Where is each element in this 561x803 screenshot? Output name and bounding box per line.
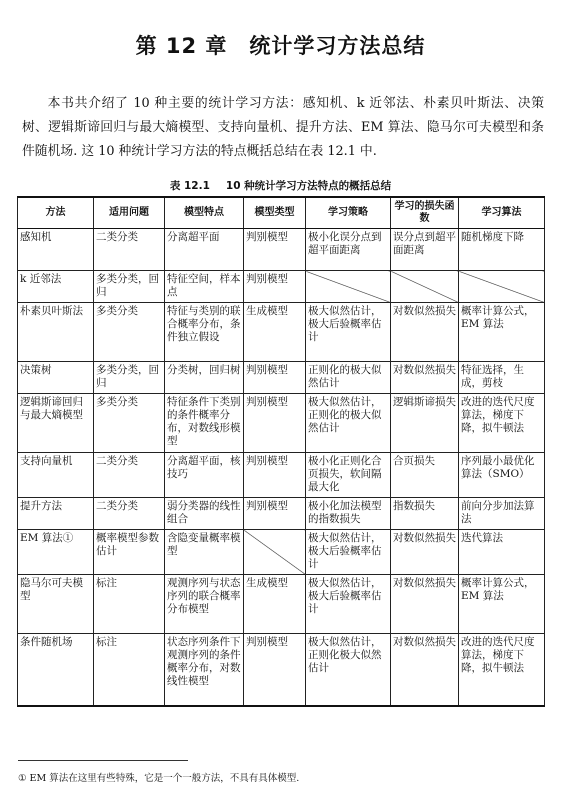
table-cell: 前向分步加法算法	[459, 498, 545, 530]
table-cell: 逻辑斯谛回归与最大熵模型	[18, 394, 94, 453]
table-cell: 分离超平面，核技巧	[165, 453, 244, 498]
table-cell: 多类分类	[94, 303, 165, 362]
table-row	[18, 303, 545, 362]
header-cell: 模型特点	[165, 197, 244, 229]
table-cell: 对数似然损失	[391, 634, 459, 706]
table-cell: 生成模型	[244, 575, 306, 634]
table-cell: k 近邻法	[18, 271, 94, 303]
table-cell: 二类分类	[94, 498, 165, 530]
table-cell: 决策树	[18, 362, 94, 394]
table-cell: 多类分类	[94, 394, 165, 453]
table-cell: 感知机	[18, 229, 94, 271]
table-cell	[459, 271, 545, 303]
table-row	[18, 453, 545, 498]
table-caption	[0, 178, 561, 193]
table-cell: 标注	[94, 575, 165, 634]
table-cell: 正则化的极大似然估计	[306, 362, 391, 394]
table-cell: 特征条件下类别的条件概率分布，对数线形模型	[165, 394, 244, 453]
table-row	[18, 271, 545, 303]
table-cell: 极小化加法模型的指数损失	[306, 498, 391, 530]
table-cell: 条件随机场	[18, 634, 94, 706]
header-cell: 学习策略	[306, 197, 391, 229]
table-number: 表 12.1	[169, 180, 210, 192]
table-cell: 极大似然估计，极大后验概率估计	[306, 303, 391, 362]
table-cell: 极大似然估计，极大后验概率估计	[306, 530, 391, 575]
table-row	[18, 229, 545, 271]
table-cell: 概率计算公式，EM 算法	[459, 303, 545, 362]
table-cell: 判别模型	[244, 271, 306, 303]
table-cell: 多类分类，回归	[94, 271, 165, 303]
table-cell: 对数似然损失	[391, 303, 459, 362]
chapter-title: 第 12 章 统计学习方法总结	[135, 34, 426, 58]
table-cell: 特征空间，样本点	[165, 271, 244, 303]
table-header-row	[18, 197, 545, 229]
table-cell: 二类分类	[94, 229, 165, 271]
table-cell: 多类分类，回归	[94, 362, 165, 394]
table-cell: 判别模型	[244, 229, 306, 271]
table-cell: 判别模型	[244, 394, 306, 453]
table-cell: 生成模型	[244, 303, 306, 362]
table-cell: 随机梯度下降	[459, 229, 545, 271]
table-cell: 合页损失	[391, 453, 459, 498]
table-cell: 极大似然估计，极大后验概率估计	[306, 575, 391, 634]
table-cell: 隐马尔可夫模型	[18, 575, 94, 634]
table-row	[18, 394, 545, 453]
header-cell: 方法	[18, 197, 94, 229]
header-cell: 模型类型	[244, 197, 306, 229]
table-row	[18, 362, 545, 394]
table-cell: 分离超平面	[165, 229, 244, 271]
table-cell: 对数似然损失	[391, 530, 459, 575]
table-cell: 改进的迭代尺度算法，梯度下降，拟牛顿法	[459, 394, 545, 453]
table-cell: 判别模型	[244, 362, 306, 394]
table-cell: 极大似然估计，正则化的极大似然估计	[306, 394, 391, 453]
table-cell: 序列最小最优化算法（SMO）	[459, 453, 545, 498]
table-cell: 观测序列与状态序列的联合概率分布模型	[165, 575, 244, 634]
table-cell: 对数似然损失	[391, 575, 459, 634]
table-row	[18, 530, 545, 575]
table-caption-text: 10 种统计学习方法特点的概括总结	[225, 180, 392, 192]
table-cell	[391, 271, 459, 303]
table-row	[18, 575, 545, 634]
table-cell	[306, 271, 391, 303]
table-cell	[244, 530, 306, 575]
table-cell: 标注	[94, 634, 165, 706]
table-cell: 支持向量机	[18, 453, 94, 498]
header-cell: 学习算法	[459, 197, 545, 229]
table-cell: 逻辑斯谛损失	[391, 394, 459, 453]
table-cell: 含隐变量概率模型	[165, 530, 244, 575]
table-cell: 迭代算法	[459, 530, 545, 575]
table-row	[18, 634, 545, 706]
table-cell: 判别模型	[244, 453, 306, 498]
table-cell: 概率计算公式，EM 算法	[459, 575, 545, 634]
header-cell: 适用问题	[94, 197, 165, 229]
table-cell: 弱分类器的线性组合	[165, 498, 244, 530]
table-cell: 指数损失	[391, 498, 459, 530]
table-cell: 特征与类别的联合概率分布，条件独立假设	[165, 303, 244, 362]
table-cell: 误分点到超平面距离	[391, 229, 459, 271]
table-cell: 特征选择，生成，剪枝	[459, 362, 545, 394]
table-cell: 二类分类	[94, 453, 165, 498]
table-cell: 提升方法	[18, 498, 94, 530]
table-row	[18, 498, 545, 530]
table-cell: 改进的迭代尺度算法，梯度下降，拟牛顿法	[459, 634, 545, 706]
table-cell: 极小化正则化合页损失，软间隔最大化	[306, 453, 391, 498]
table-cell: 朴素贝叶斯法	[18, 303, 94, 362]
table-cell: EM 算法①	[18, 530, 94, 575]
table-cell: 判别模型	[244, 498, 306, 530]
table-cell: 状态序列条件下观测序列的条件概率分布，对数线性模型	[165, 634, 244, 706]
table-cell: 极大似然估计，正则化极大似然估计	[306, 634, 391, 706]
intro-paragraph: 本书共介绍了 10 种主要的统计学习方法：感知机、k 近邻法、朴素贝叶斯法、决策树、逻辑斯谛回归与最大熵模型、支持向量机、提升方法、EM 算法、隐马尔可夫模型和条件随机场. 这 10 种统计学习方法的特点概括总结在表 12.1 中.	[22, 96, 544, 159]
table-cell: 判别模型	[244, 634, 306, 706]
table-cell: 概率模型参数估计	[94, 530, 165, 575]
header-cell: 学习的损失函数	[391, 197, 459, 229]
table-cell: 极小化误分点到超平面距离	[306, 229, 391, 271]
table-cell: 对数似然损失	[391, 362, 459, 394]
summary-table	[17, 196, 545, 707]
table-cell: 分类树，回归树	[165, 362, 244, 394]
footnote-rule	[18, 760, 188, 761]
footnote: ① EM 算法在这里有些特殊，它是一个一般方法，不具有具体模型.	[18, 773, 300, 784]
